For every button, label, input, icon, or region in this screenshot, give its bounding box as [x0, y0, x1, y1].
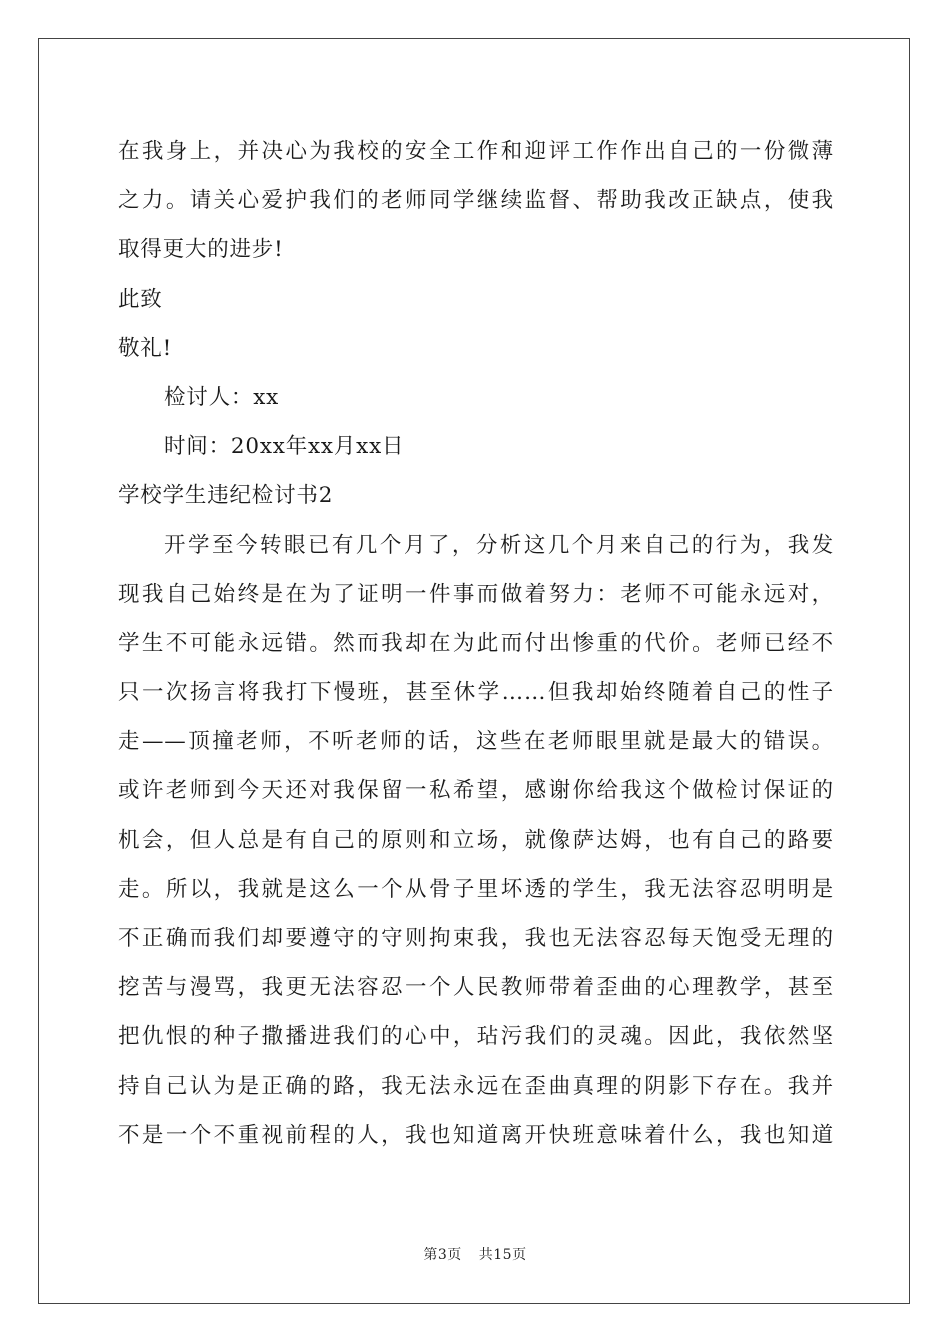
signature-date: 时间：20xx年xx月xx日 [164, 434, 405, 460]
paragraph-line: 走——顶撞老师，不听老师的话，这些在老师眼里就是最大的错误。 [118, 729, 834, 755]
salutation-line: 此致 [118, 286, 163, 312]
paragraph-line: 走。所以，我就是这么一个从骨子里坏透的学生，我无法容忍明明是 [118, 876, 834, 902]
paragraph-line: 学生不可能永远错。然而我却在为此而付出惨重的代价。老师已经不 [118, 630, 834, 656]
section-title: 学校学生违纪检讨书2 [118, 483, 334, 509]
paragraph-line: 现我自己始终是在为了证明一件事而做着努力：老师不可能永远对， [118, 581, 834, 607]
paragraph-line: 不是一个不重视前程的人，我也知道离开快班意味着什么，我也知道 [118, 1122, 834, 1148]
paragraph-line: 不正确而我们却要遵守的守则拘束我，我也无法容忍每天饱受无理的 [118, 926, 834, 951]
paragraph-line: 或许老师到今天还对我保留一私希望，感谢你给我这个做检讨保证的 [118, 778, 834, 804]
paragraph-line: 之力。请关心爱护我们的老师同学继续监督、帮助我改正缺点，使我 [118, 188, 834, 214]
paragraph-line: 开学至今转眼已有几个月了，分析这几个月来自己的行为，我发 [164, 532, 834, 558]
page-number: 第3页 [423, 1247, 462, 1263]
paragraph-line: 持自己认为是正确的路，我无法永远在歪曲真理的阴影下存在。我并 [118, 1073, 834, 1099]
page-total: 共15页 [478, 1247, 527, 1263]
paragraph-line: 在我身上，并决心为我校的安全工作和迎评工作作出自己的一份微薄 [118, 139, 834, 164]
paragraph-line: 挖苦与漫骂，我更无法容忍一个人民教师带着歪曲的心理教学，甚至 [118, 975, 834, 1001]
paragraph-line: 把仇恨的种子撒播进我们的心中，玷污我们的灵魂。因此，我依然坚 [118, 1024, 834, 1050]
salutation-line: 敬礼! [118, 335, 173, 361]
paragraph-line: 取得更大的进步! [118, 237, 284, 263]
document-body [118, 127, 834, 1160]
signature-author: 检讨人：xx [164, 384, 280, 410]
paragraph-line: 只一次扬言将我打下慢班，甚至休学……但我却始终随着自己的性子 [118, 680, 834, 706]
paragraph-line: 机会，但人总是有自己的原则和立场，就像萨达姆，也有自己的路要 [118, 827, 834, 853]
page-footer [0, 1244, 950, 1264]
